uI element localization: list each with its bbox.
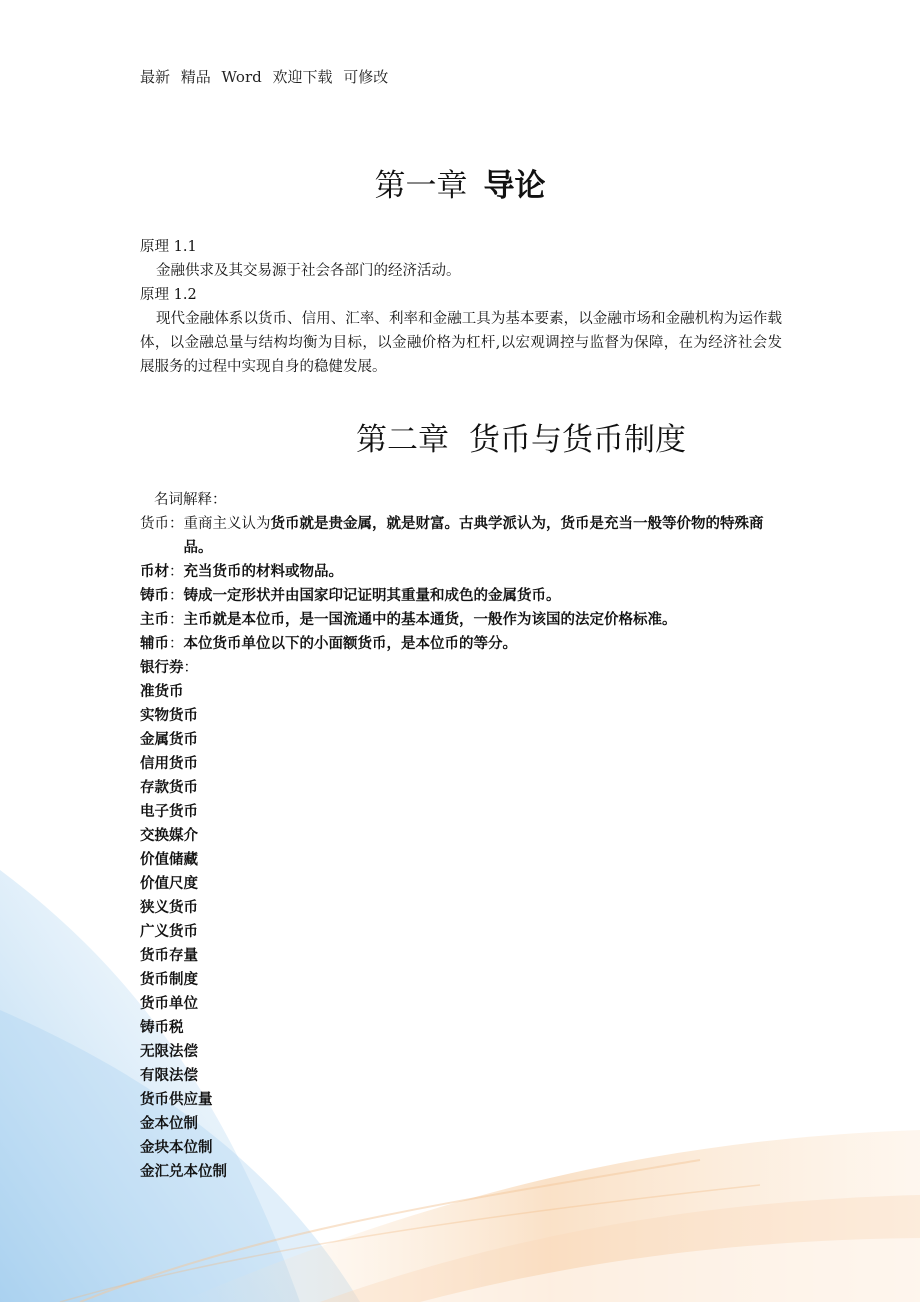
glossary-heading: 名词解释： [154, 492, 227, 508]
definition-term: 银行券 [140, 659, 184, 676]
glossary-term: 金块本位制 [140, 1139, 213, 1156]
definition-term: 辅币 [140, 635, 169, 652]
chapter2-number: 第二章 [356, 422, 449, 458]
glossary-term: 实物货币 [140, 707, 198, 724]
definition-text: 充当货币的材料或物品。 [183, 563, 343, 580]
page-header: 最新 精品 Word 欢迎下载 可修改 [140, 68, 389, 86]
glossary-term: 金汇兑本位制 [140, 1163, 227, 1180]
definition-item [140, 512, 790, 560]
glossary-term: 信用货币 [140, 755, 198, 772]
glossary-term: 金本位制 [140, 1115, 198, 1132]
principle-text: 金融供求及其交易源于社会各部门的经济活动。 [156, 263, 461, 279]
definition-body [184, 512, 791, 560]
chapter2-title: 货币与货币制度 [469, 422, 686, 458]
chapter1-title: 导论 [483, 168, 546, 204]
definition-separator: ： [169, 636, 184, 652]
glossary-section [140, 488, 790, 1184]
glossary-term: 铸币税 [140, 1019, 184, 1036]
definition-item [140, 560, 790, 584]
principle-label: 原理 1.1 [140, 239, 197, 255]
definition-separator: ： [169, 516, 184, 532]
glossary-term: 电子货币 [140, 803, 198, 820]
glossary-term: 货币供应量 [140, 1091, 213, 1108]
glossary-term: 货币制度 [140, 971, 198, 988]
glossary-term: 价值储藏 [140, 851, 198, 868]
glossary-term: 存款货币 [140, 779, 198, 796]
glossary-term: 有限法偿 [140, 1067, 198, 1084]
definition-separator: ： [169, 612, 184, 628]
principle-label: 原理 1.2 [140, 287, 197, 303]
definition-item [140, 632, 790, 656]
definition-separator: ： [169, 564, 184, 580]
glossary-term: 狭义货币 [140, 899, 198, 916]
definition-term: 货币 [140, 516, 169, 532]
definition-text: 铸成一定形状并由国家印记证明其重量和成色的金属货币。 [183, 587, 561, 604]
glossary-term: 货币存量 [140, 947, 198, 964]
glossary-term: 金属货币 [140, 731, 198, 748]
definition-separator: ： [169, 588, 184, 604]
definition-lead: 重商主义认为 [183, 516, 271, 532]
glossary-term: 广义货币 [140, 923, 198, 940]
chapter2-heading [356, 414, 686, 459]
glossary-term: 准货币 [140, 683, 184, 700]
glossary-term: 无限法偿 [140, 1043, 198, 1060]
glossary-term: 货币单位 [140, 995, 198, 1012]
glossary-term: 价值尺度 [140, 875, 198, 892]
definition-item [140, 656, 790, 680]
definition-term: 主币 [140, 611, 169, 628]
definition-item [140, 608, 790, 632]
glossary-term: 交换媒介 [140, 827, 198, 844]
definition-item [140, 584, 790, 608]
definition-term: 铸币 [140, 587, 169, 604]
glossary-term-list [140, 680, 790, 1184]
definition-term: 币材 [140, 563, 169, 580]
principle-text: 现代金融体系以货币、信用、汇率、利率和金融工具为基本要素，以金融市场和金融机构为运作载体，以金融总量与结构均衡为目标，以金融价格为杠杆,以宏观调控与监督为保障，在为经济社会发展服务的过程中实现自身的稳健发展。 [140, 311, 782, 375]
definition-text: 主币就是本位币，是一国流通中的基本通货，一般作为该国的法定价格标准。 [183, 611, 677, 628]
chapter1-principles [140, 235, 782, 379]
chapter1-heading [0, 160, 920, 205]
definition-text: 本位货币单位以下的小面额货币，是本位币的等分。 [183, 635, 517, 652]
definition-text: 货币就是贵金属，就是财富。古典学派认为，货币是充当一般等价物的特殊商品。 [183, 515, 764, 556]
definition-separator: ： [183, 660, 198, 676]
chapter1-number: 第一章 [374, 168, 468, 204]
